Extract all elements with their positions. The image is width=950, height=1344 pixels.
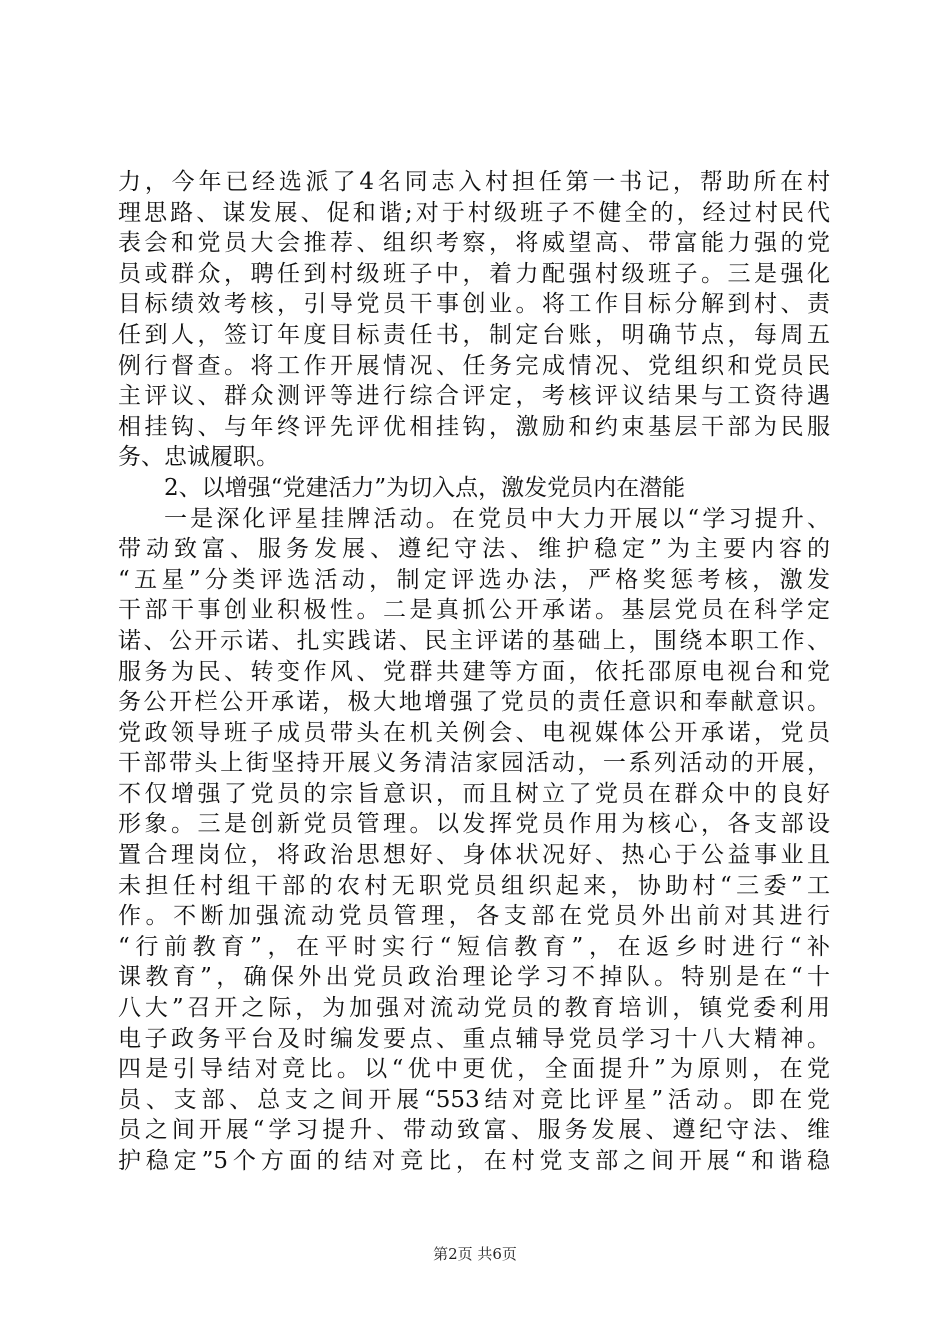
page-number-label: 第2页 共6页 (433, 1245, 517, 1263)
text-line: 主评议、群众测评等进行综合评定，考核评议结果与工资待遇 (118, 383, 830, 410)
body-text (118, 167, 830, 1177)
text-line: 例行督查。将工作开展情况、任务完成情况、党组织和党员民 (118, 352, 830, 379)
text-line: 表会和党员大会推荐、组织考察，将威望高、带富能力强的党 (118, 230, 830, 257)
text-line: 员或群众，聘任到村级班子中，着力配强村级班子。三是强化 (118, 260, 830, 287)
text-line: 力，今年已经选派了4名同志入村担任第一书记，帮助所在村 (118, 169, 830, 195)
text-line: 四是引导结对竞比。以“优中更优，全面提升”为原则，在党 (118, 1056, 830, 1083)
text-line: 作。不断加强流动党员管理，各支部在党员外出前对其进行 (118, 903, 830, 930)
text-line: 务公开栏公开承诺，极大地增强了党员的责任意识和奉献意识。 (118, 689, 830, 716)
text-line: 干部带头上街坚持开展义务清洁家园活动，一系列活动的开展， (118, 750, 830, 777)
text-line: 诺、公开示诺、扎实践诺、民主评诺的基础上，围绕本职工作、 (118, 627, 830, 654)
text-line: 党政领导班子成员带头在机关例会、电视媒体公开承诺，党员 (118, 719, 830, 746)
text-line: 带动致富、服务发展、遵纪守法、维护稳定”为主要内容的 (118, 536, 830, 563)
text-line: 相挂钩、与年终评先评优相挂钩，激励和约束基层干部为民服 (118, 413, 830, 440)
text-line: “五星”分类评选活动，制定评选办法，严格奖惩考核，激发 (118, 566, 830, 593)
text-line: 不仅增强了党员的宗旨意识，而且树立了党员在群众中的良好 (118, 780, 830, 807)
text-line: 电子政务平台及时编发要点、重点辅导党员学习十八大精神。 (118, 1025, 830, 1052)
text-line: 员、支部、总支之间开展“553结对竞比评星”活动。即在党 (118, 1086, 830, 1113)
text-line: “行前教育”，在平时实行“短信教育”，在返乡时进行“补 (118, 933, 830, 960)
text-line: 护稳定”5个方面的结对竞比，在村党支部之间开展“和谐稳 (118, 1148, 830, 1174)
text-line: 理思路、谋发展、促和谐;对于村级班子不健全的，经过村民代 (118, 199, 830, 226)
text-line: 员之间开展“学习提升、带动致富、服务发展、遵纪守法、维 (118, 1117, 830, 1144)
text-line: 务、忠诚履职。 (118, 444, 279, 471)
page-footer (0, 1243, 950, 1264)
section-heading: 2、以增强“党建活力”为切入点，激发党员内在潜能 (164, 474, 686, 501)
text-line: 未担任村组干部的农村无职党员组织起来，协助村“三委”工 (118, 872, 830, 899)
text-line: 置合理岗位，将政治思想好、身体状况好、热心于公益事业且 (118, 842, 830, 869)
text-line: 八大”召开之际，为加强对流动党员的教育培训，镇党委利用 (118, 995, 830, 1022)
text-line: 一是深化评星挂牌活动。在党员中大力开展以“学习提升、 (164, 505, 830, 532)
text-line: 形象。三是创新党员管理。以发挥党员作用为核心，各支部设 (118, 811, 830, 838)
text-line: 目标绩效考核，引导党员干事创业。将工作目标分解到村、责 (118, 291, 830, 318)
text-line: 课教育”，确保外出党员政治理论学习不掉队。特别是在“十 (118, 964, 830, 991)
text-line: 任到人，签订年度目标责任书，制定台账，明确节点，每周五 (118, 321, 830, 348)
text-line: 干部干事创业积极性。二是真抓公开承诺。基层党员在科学定 (118, 597, 830, 624)
text-line: 服务为民、转变作风、党群共建等方面，依托邵原电视台和党 (118, 658, 830, 685)
